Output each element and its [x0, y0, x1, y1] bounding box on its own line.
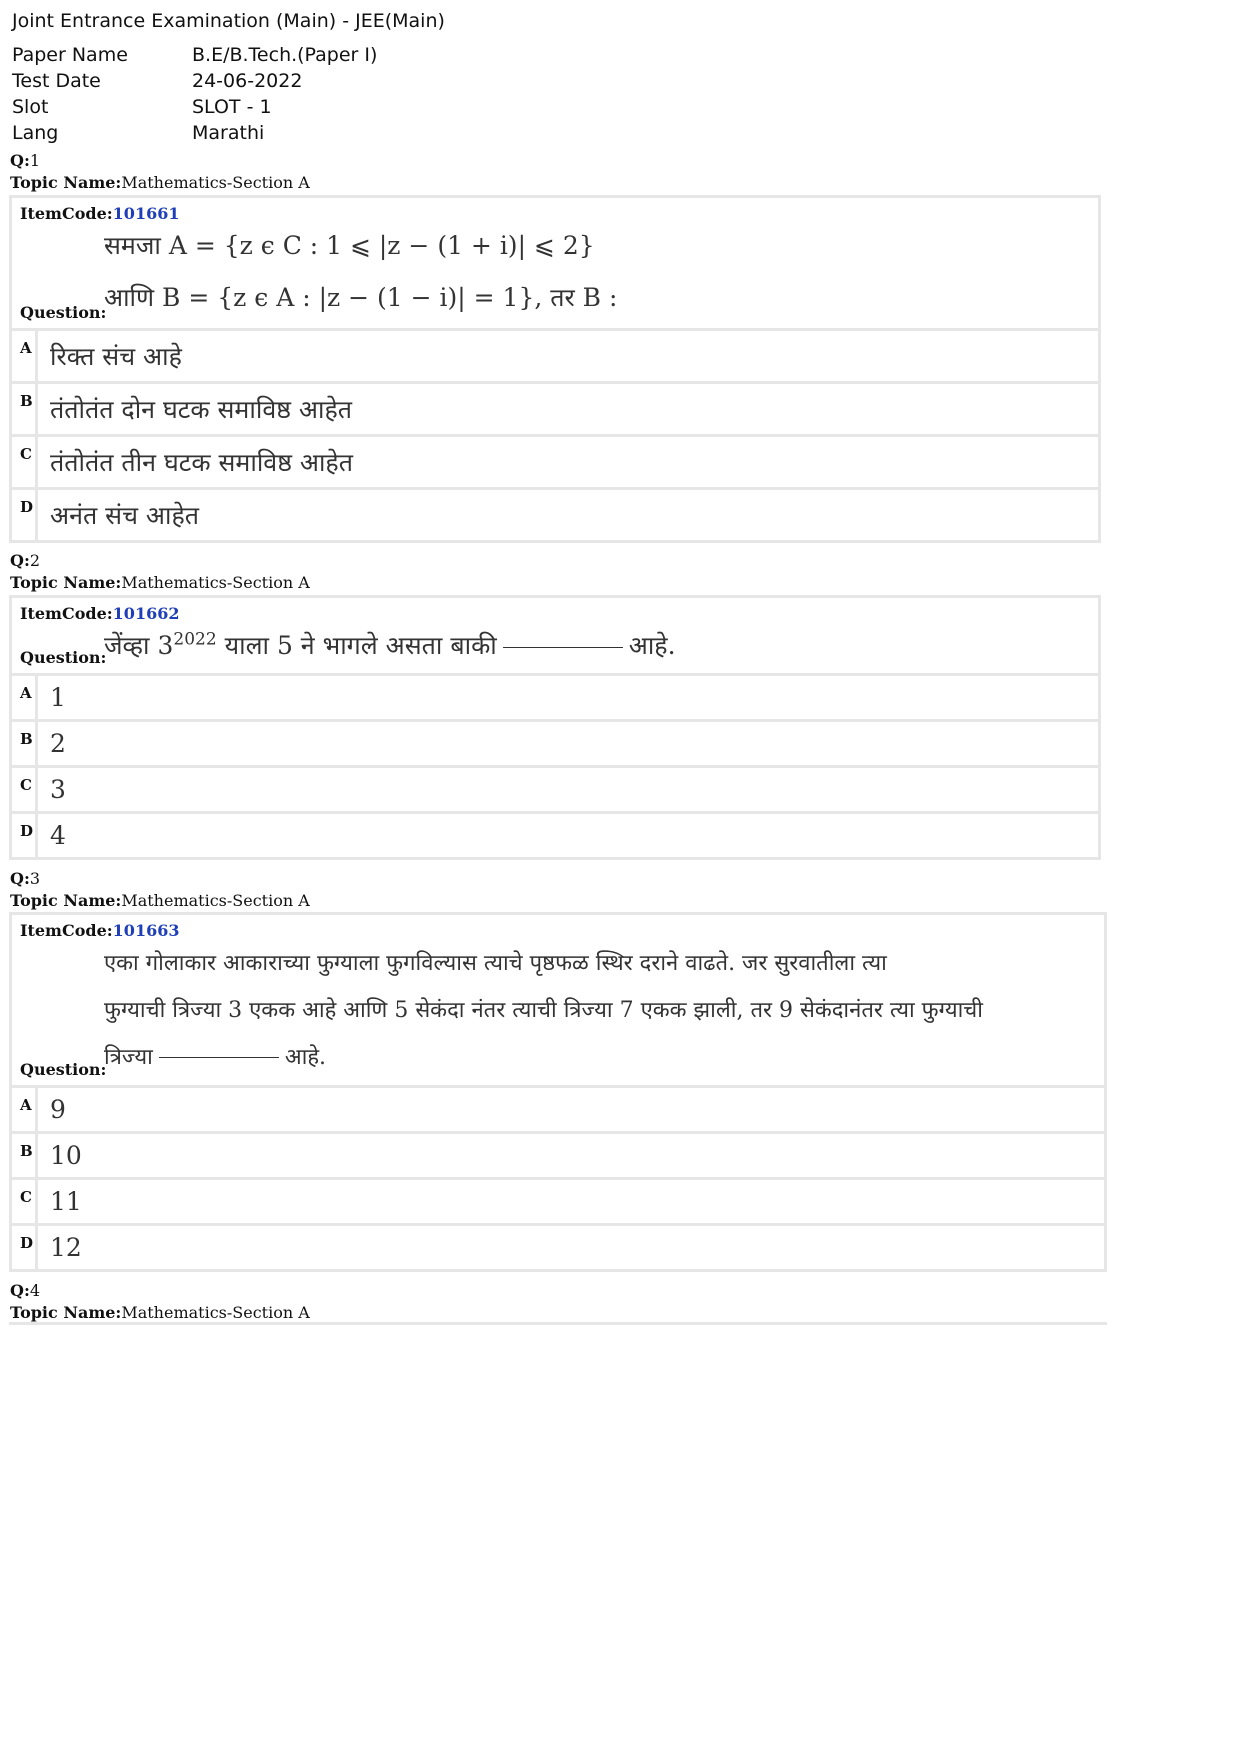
meta-value: Marathi — [192, 122, 265, 144]
option-row[interactable] — [12, 1226, 1104, 1269]
question-number: 1 — [29, 151, 41, 170]
option-row[interactable] — [12, 676, 1098, 722]
option-text: 12 — [50, 1233, 82, 1262]
question-text-part: आहे. — [284, 1045, 327, 1070]
item-code-label: ItemCode: — [20, 204, 113, 223]
option-row[interactable] — [12, 384, 1098, 437]
option-text: 9 — [50, 1095, 66, 1124]
topic-name: Mathematics-Section A — [121, 891, 310, 910]
meta-value: B.E/B.Tech.(Paper I) — [192, 44, 378, 66]
question-body — [12, 915, 1104, 1088]
option-letter: D — [12, 814, 38, 857]
option-text: अनंत संच आहेत — [50, 501, 199, 530]
topic-name: Mathematics-Section A — [121, 573, 310, 592]
question-box-3 — [9, 912, 1107, 1272]
question-number: 3 — [29, 869, 41, 888]
option-row[interactable] — [12, 1134, 1104, 1180]
item-code-value: 101662 — [112, 604, 180, 623]
question-box-2 — [9, 595, 1101, 860]
question-header-4 — [10, 1280, 310, 1324]
meta-key: Slot — [12, 96, 49, 118]
topic-name: Mathematics-Section A — [121, 1303, 310, 1322]
option-text: 3 — [50, 775, 66, 804]
topic-label: Topic Name: — [10, 891, 122, 910]
option-letter: C — [12, 1180, 38, 1223]
question-text-line — [104, 1041, 326, 1071]
meta-key: Lang — [12, 122, 59, 144]
option-text: 11 — [50, 1187, 82, 1216]
item-code-label: ItemCode: — [20, 604, 113, 623]
option-row[interactable] — [12, 768, 1098, 814]
answer-blank — [503, 647, 623, 648]
question-text-line — [104, 628, 676, 662]
option-letter: B — [12, 722, 38, 765]
question-header-3 — [10, 868, 310, 912]
question-text-part: याला 5 ने भागले असता बाकी — [216, 631, 497, 660]
option-row[interactable] — [12, 1088, 1104, 1134]
q-prefix: Q: — [10, 1281, 30, 1300]
meta-row — [12, 42, 377, 68]
option-letter: B — [12, 384, 38, 434]
option-row[interactable] — [12, 1180, 1104, 1226]
option-letter: D — [12, 1226, 38, 1269]
question-label: Question: — [20, 1060, 107, 1079]
option-text: तंतोतंत दोन घटक समाविष्ठ आहेत — [50, 395, 352, 424]
option-letter: A — [12, 676, 38, 719]
item-code — [20, 204, 179, 223]
option-letter: A — [12, 1088, 38, 1131]
option-row[interactable] — [12, 437, 1098, 490]
item-code — [20, 921, 179, 940]
option-row[interactable] — [12, 490, 1098, 540]
item-code-value: 101663 — [112, 921, 180, 940]
question-text-line: समजा A = {z ϵ C : 1 ⩽ |z − (1 + i)| ⩽ 2} — [104, 231, 595, 260]
meta-row — [12, 94, 377, 120]
option-letter: A — [12, 331, 38, 381]
option-text: 10 — [50, 1141, 82, 1170]
option-row[interactable] — [12, 722, 1098, 768]
meta-value: SLOT - 1 — [192, 96, 272, 118]
option-row[interactable] — [12, 331, 1098, 384]
option-text: 4 — [50, 821, 66, 850]
option-letter: C — [12, 437, 38, 487]
meta-row — [12, 68, 377, 94]
meta-row — [12, 120, 377, 146]
topic-label: Topic Name: — [10, 1303, 122, 1322]
option-letter: D — [12, 490, 38, 540]
option-text: रिक्त संच आहे — [50, 342, 182, 371]
item-code-value: 101661 — [112, 204, 180, 223]
question-text-part: त्रिज्या — [104, 1045, 153, 1070]
answer-blank — [159, 1057, 279, 1058]
item-code-label: ItemCode: — [20, 921, 113, 940]
topic-label: Topic Name: — [10, 573, 122, 592]
question-text-line: एका गोलाकार आकाराच्या फुग्याला फुगविल्यास त्याचे पृष्ठफळ स्थिर दराने वाढते. जर सुरवातीला त्या — [104, 951, 887, 976]
q-prefix: Q: — [10, 869, 30, 888]
meta-value: 24-06-2022 — [192, 70, 303, 92]
question-box-top-border — [9, 1322, 1107, 1325]
option-text: तंतोतंत तीन घटक समाविष्ठ आहेत — [50, 448, 353, 477]
option-row[interactable] — [12, 814, 1098, 857]
question-text-line: फुग्याची त्रिज्या 3 एकक आहे आणि 5 सेकंदा नंतर त्याची त्रिज्या 7 एकक झाली, तर 9 सेकंदानंतर त्या फुग्याची — [104, 998, 983, 1023]
question-body — [12, 198, 1098, 331]
paper-meta-table — [12, 42, 377, 146]
q-prefix: Q: — [10, 551, 30, 570]
question-text-line: आणि B = {z ϵ A : |z − (1 − i)| = 1}, तर B : — [104, 283, 618, 312]
question-number: 2 — [29, 551, 41, 570]
q-prefix: Q: — [10, 151, 30, 170]
item-code — [20, 604, 179, 623]
option-letter: C — [12, 768, 38, 811]
option-text: 1 — [50, 683, 66, 712]
question-label: Question: — [20, 303, 107, 322]
question-text-part: आहे. — [628, 631, 676, 660]
option-text: 2 — [50, 729, 66, 758]
question-label: Question: — [20, 648, 107, 667]
exponent: 2022 — [173, 629, 217, 650]
meta-key: Paper Name — [12, 44, 128, 66]
question-body — [12, 598, 1098, 676]
question-header-2 — [10, 550, 310, 594]
question-text-part: जेंव्हा 3 — [104, 631, 174, 660]
question-box-1 — [9, 195, 1101, 543]
question-number: 4 — [29, 1281, 41, 1300]
exam-title: Joint Entrance Examination (Main) - JEE(Main) — [12, 10, 445, 32]
meta-key: Test Date — [12, 70, 101, 92]
topic-label: Topic Name: — [10, 173, 122, 192]
question-header-1 — [10, 150, 310, 194]
topic-name: Mathematics-Section A — [121, 173, 310, 192]
option-letter: B — [12, 1134, 38, 1177]
